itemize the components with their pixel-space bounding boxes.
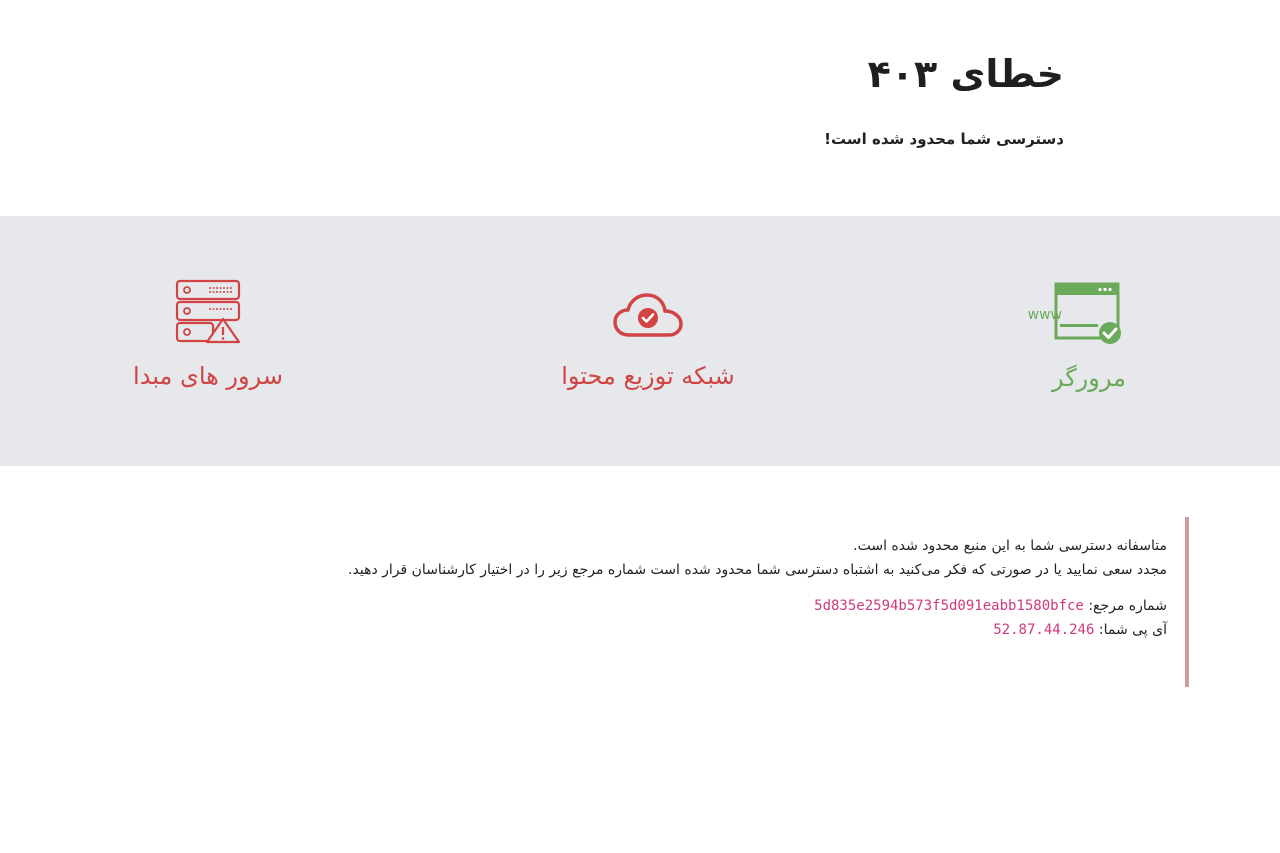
- reference-value: 5d835e2594b573f5d091eabb1580bfce: [814, 598, 1084, 614]
- browser-www-check-icon: [1027, 282, 1124, 346]
- error-meta: [249, 594, 1167, 642]
- error-message-line2: مجدد سعی نمایید یا در صورتی که فکر می‌کنید به اشتباه دسترسی شما محدود شده است شماره مرجع زیر را در اختیار کارشناسان قرار دهید.: [348, 562, 1167, 578]
- status-origin-label: سرور های مبدا: [133, 362, 283, 390]
- svg-text:www: www: [1027, 307, 1062, 323]
- status-band: [0, 216, 1280, 466]
- error-details: [249, 517, 1189, 687]
- ip-row: [249, 618, 1167, 642]
- page-title: خطای ۴۰۳: [867, 52, 1064, 96]
- page-subtitle: دسترسی شما محدود شده است!: [824, 130, 1064, 148]
- status-browser: [939, 216, 1239, 466]
- status-origin: [58, 216, 358, 466]
- error-message: [249, 517, 1167, 582]
- error-message-line1: متاسفانه دسترسی شما به این منبع محدود شده است.: [853, 538, 1167, 554]
- server-warning-icon: [175, 279, 241, 345]
- status-cdn: [498, 216, 798, 466]
- cloud-check-icon: [612, 292, 684, 338]
- page-header: [464, 48, 1064, 148]
- ip-value: 52.87.44.246: [993, 622, 1095, 638]
- reference-label: شماره مرجع:: [1088, 598, 1167, 614]
- status-cdn-label: شبکه توزیع محتوا: [561, 362, 735, 390]
- reference-row: [249, 594, 1167, 618]
- ip-label: آی پی شما:: [1098, 622, 1167, 638]
- status-browser-label: مرورگر: [1052, 364, 1126, 392]
